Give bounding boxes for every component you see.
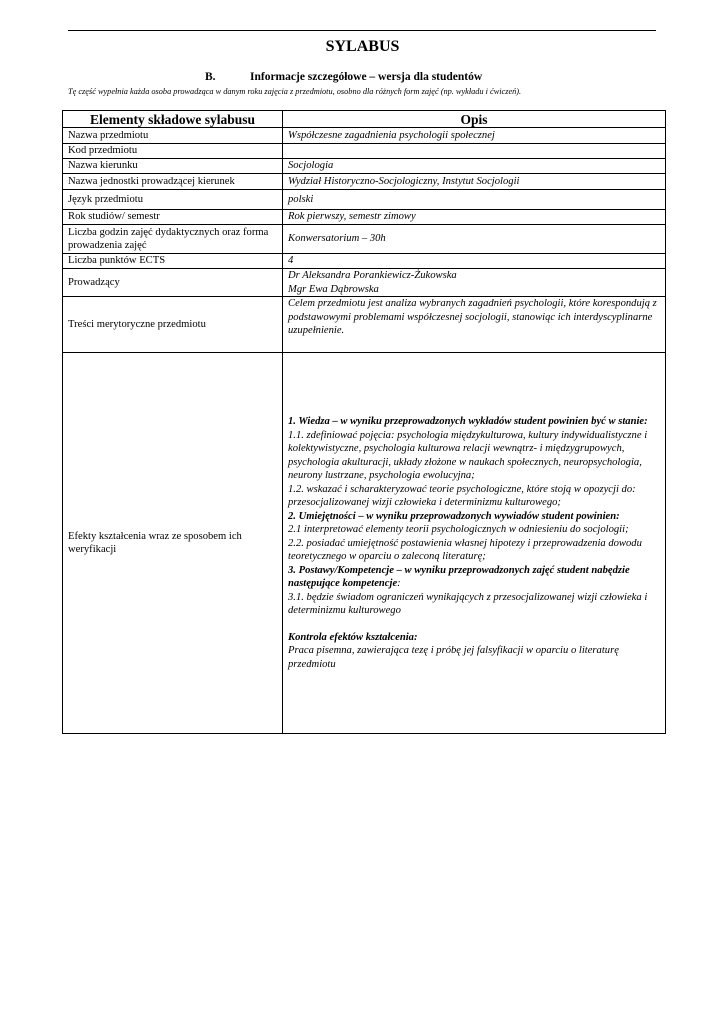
table-row	[63, 159, 666, 174]
row-label: Nazwa jednostki prowadzącej kierunek	[63, 174, 283, 190]
row-label: Liczba punktów ECTS	[63, 254, 283, 269]
row-label: Kod przedmiotu	[63, 144, 283, 159]
row-value: Wydział Historyczno-Socjologiczny, Instytut Socjologii	[283, 174, 666, 190]
outcome-item: 1.1. zdefiniować pojęcia: psychologia międzykulturowa, kultury indywidualistyczne i kolektywistyczne, psychologia kulturowa relacji wewnątrz- i międzygrupowych, psychologia akulturacji, układy złożone w naukach społecznych, neuropsychologia, neurony lustrzane, psychologia ewolucyjna;	[288, 429, 648, 481]
table-row	[63, 144, 666, 159]
spacer	[288, 618, 660, 631]
row-value: Współczesne zagadnienia psychologii społecznej	[283, 128, 666, 144]
document-title: SYLABUS	[325, 38, 400, 55]
attitudes-colon: :	[397, 578, 401, 589]
table-row	[63, 128, 666, 144]
table-row	[63, 190, 666, 210]
row-label: Liczba godzin zajęć dydaktycznych oraz forma prowadzenia zajęć	[63, 225, 283, 254]
row-label: Rok studiów/ semestr	[63, 210, 283, 225]
table-row	[63, 174, 666, 190]
instructor-name: Mgr Ewa Dąbrowska	[288, 283, 379, 295]
control-heading: Kontrola efektów kształcenia:	[288, 631, 418, 643]
row-label: Efekty kształcenia wraz ze sposobem ich weryfikacji	[63, 353, 283, 734]
row-label: Nazwa przedmiotu	[63, 128, 283, 144]
instructor-name: Dr Aleksandra Porankiewicz-Żukowska	[288, 270, 457, 281]
header-description: Opis	[283, 111, 666, 128]
row-value: polski	[283, 190, 666, 210]
instruction-note: Tę część wypełnia każda osoba prowadząca w danym roku zajęcia z przedmiotu, osobno dla różnych form zajęć (np. wykładu i ćwiczeń).	[68, 87, 522, 96]
row-value: Rok pierwszy, semestr zimowy	[283, 210, 666, 225]
knowledge-heading: 1. Wiedza – w wyniku przeprowadzonych wykładów student powinien być w stanie:	[288, 416, 648, 427]
outcome-item: 3.1. będzie świadom ograniczeń wynikających z przesocjalizowanej wizji człowieka i determinizmu kulturowego	[288, 591, 648, 616]
row-value	[283, 144, 666, 159]
row-value: Konwersatorium – 30h	[283, 225, 666, 254]
top-rule	[68, 30, 656, 31]
content-row	[63, 297, 666, 353]
instructors-row	[63, 269, 666, 297]
header-elements: Elementy składowe sylabusu	[63, 111, 283, 128]
control-text: Praca pisemna, zawierająca tezę i próbę jej falsyfikacji w oparciu o literaturę przedmiotu	[288, 645, 619, 670]
content-value: Celem przedmiotu jest analiza wybranych zagadnień psychologii, które korespondują z podstawowymi problemami współczesnej socjologii, stanowiąc ich interdyscyplinarne uzupełnienie.	[283, 297, 666, 353]
outcome-item: 1.2. wskazać i scharakteryzować teorie psychologiczne, które stoją w opozycji do: przesocjalizowanej wizji człowieka i determinizmu kulturowego;	[288, 483, 636, 508]
outcomes-value	[283, 353, 666, 734]
section-letter: B.	[205, 71, 216, 83]
row-label: Treści merytoryczne przedmiotu	[63, 297, 283, 353]
instructors-value	[283, 269, 666, 297]
skills-heading: 2. Umiejętności – w wyniku przeprowadzonych wywiadów student powinien:	[288, 510, 620, 522]
table-header-row	[63, 111, 666, 128]
attitudes-heading: 3. Postawy/Kompetencje – w wyniku przeprowadzonych zajęć student nabędzie następujące kompetencje	[288, 564, 630, 589]
outcomes-row	[63, 353, 666, 734]
table-row	[63, 210, 666, 225]
row-label: Prowadzący	[63, 269, 283, 297]
row-label: Język przedmiotu	[63, 190, 283, 210]
table-row	[63, 254, 666, 269]
outcome-item: 2.2. posiadać umiejętność postawienia własnej hipotezy i przeprowadzenia dowodu teoretycznego w oparciu o zaleconą literaturę;	[288, 537, 642, 562]
outcome-item: 2.1 interpretować elementy teorii psychologicznych w odniesieniu do socjologii;	[288, 524, 629, 535]
row-value: Socjologia	[283, 159, 666, 174]
syllabus-table	[62, 110, 666, 734]
section-title: Informacje szczegółowe – wersja dla studentów	[250, 71, 483, 83]
table-row	[63, 225, 666, 254]
row-value: 4	[283, 254, 666, 269]
row-label: Nazwa kierunku	[63, 159, 283, 174]
attitudes-heading-line	[288, 564, 660, 591]
